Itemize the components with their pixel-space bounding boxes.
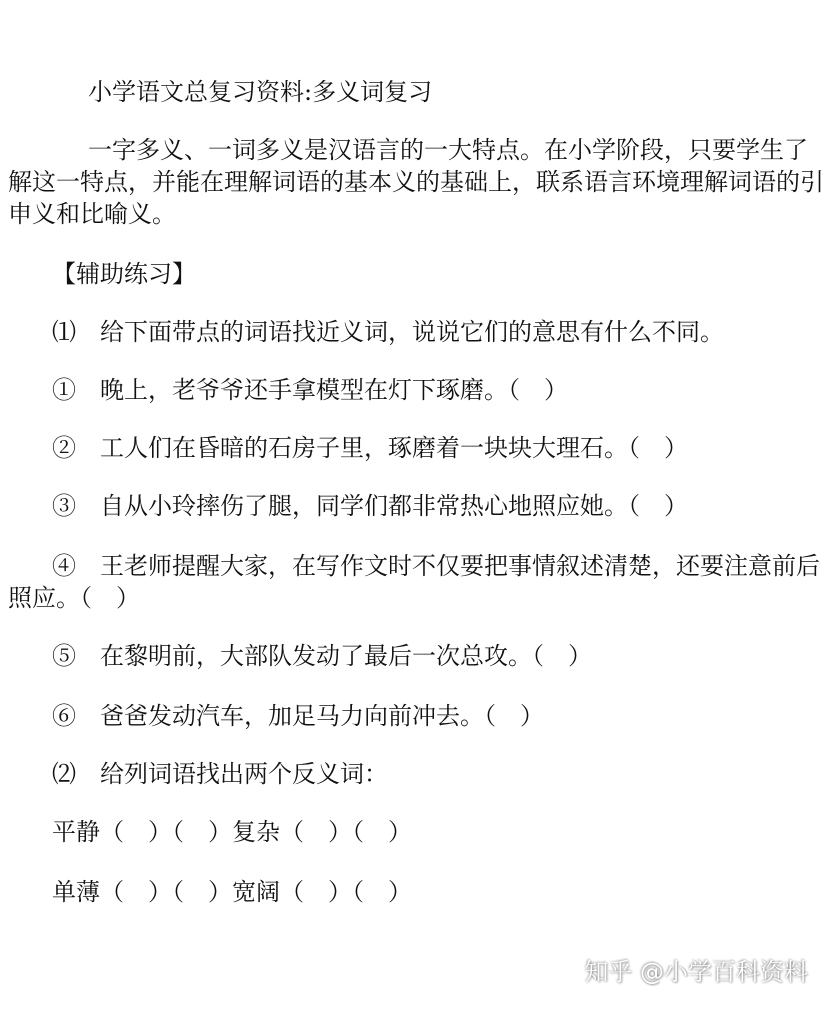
exercise-1-item-6: ⑥ 爸爸发动汽车，加足马力向前冲去。（ ） bbox=[52, 702, 544, 730]
page-title: 小学语文总复习资料:多义词复习 bbox=[88, 78, 433, 106]
exercise-1-item-4-line-1: ④ 王老师提醒大家，在写作文时不仅要把事情叙述清楚，还要注意前后 bbox=[52, 552, 820, 580]
intro-line-1: 一字多义、一词多义是汉语言的一大特点。在小学阶段，只要学生了 bbox=[88, 136, 808, 164]
intro-line-2: 解这一特点，并能在理解词语的基本义的基础上，联系语言环境理解词语的引 bbox=[8, 168, 824, 196]
intro-line-3: 申义和比喻义。 bbox=[8, 200, 176, 228]
exercise-1-item-4-line-2: 照应。（ ） bbox=[8, 584, 140, 612]
watermark-text: 知乎 @小学百科资料 bbox=[584, 958, 808, 986]
section-heading: 【辅助练习】 bbox=[52, 260, 196, 288]
exercise-2-prompt: ⑵ 给列词语找出两个反义词： bbox=[52, 760, 388, 788]
exercise-2-row-1: 平静（ ）（ ）复杂（ ）（ ） bbox=[52, 818, 412, 846]
exercise-1-item-5: ⑤ 在黎明前，大部队发动了最后一次总攻。（ ） bbox=[52, 642, 592, 670]
exercise-1-item-2: ② 工人们在昏暗的石房子里，琢磨着一块块大理石。（ ） bbox=[52, 434, 688, 462]
exercise-2-row-2: 单薄（ ）（ ）宽阔（ ）（ ） bbox=[52, 878, 412, 906]
exercise-1-item-1: ① 晚上，老爷爷还手拿模型在灯下琢磨。（ ） bbox=[52, 376, 568, 404]
exercise-1-prompt: ⑴ 给下面带点的词语找近义词，说说它们的意思有什么不同。 bbox=[52, 318, 724, 346]
exercise-1-item-3: ③ 自从小玲摔伤了腿，同学们都非常热心地照应她。（ ） bbox=[52, 492, 688, 520]
